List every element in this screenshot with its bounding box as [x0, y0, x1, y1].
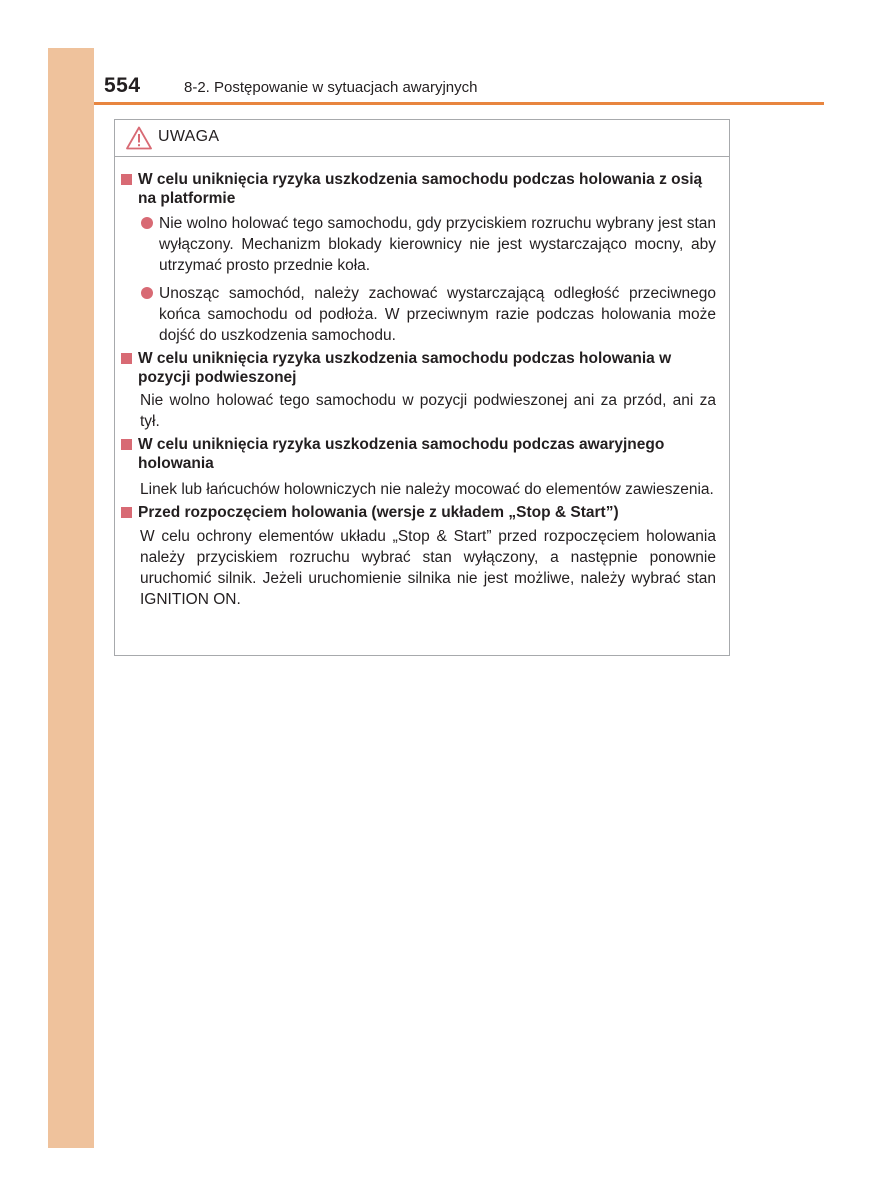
chapter-side-tab [48, 48, 94, 1148]
warning-triangle-icon [126, 126, 152, 150]
dot-bullet-icon [141, 287, 153, 299]
dot-bullet-icon [141, 217, 153, 229]
section-heading: Przed rozpoczęciem holowania (wersje z układem „Stop & Start”) [138, 503, 716, 522]
square-bullet-icon [121, 174, 132, 185]
square-bullet-icon [121, 353, 132, 364]
square-bullet-icon [121, 439, 132, 450]
warning-content [115, 156, 729, 610]
section-title: 8-2. Postępowanie w sytuacjach awaryjnych [184, 79, 478, 96]
list-item: Nie wolno holować tego samochodu, gdy przyciskiem rozruchu wybrany jest stan wyłączony. Mechanizm blokady kierownicy nie jest wystarczająco mocny, aby utrzymać prosto przednie koła. [159, 213, 716, 276]
section-heading: W celu uniknięcia ryzyka uszkodzenia samochodu podczas holowania w pozycji podwieszonej [138, 349, 716, 387]
section-heading: W celu uniknięcia ryzyka uszkodzenia samochodu podczas holowania z osią na platformie [138, 170, 716, 208]
warning-label: UWAGA [158, 128, 220, 145]
warning-header [115, 120, 729, 157]
warning-box [114, 119, 730, 656]
square-bullet-icon [121, 507, 132, 518]
section-text: Linek lub łańcuchów holowniczych nie należy mocować do elementów zawieszenia. [140, 481, 714, 498]
list-item: Unosząc samochód, należy zachować wystarczającą odległość przeciwnego końca samochodu od podłoża. W przeciwnym razie podczas holowania może dojść do uszkodzenia samochodu. [159, 283, 716, 346]
page-number: 554 [104, 74, 141, 97]
section-text: Nie wolno holować tego samochodu w pozycji podwieszonej ani za przód, ani za tył. [140, 392, 716, 430]
section-heading: W celu uniknięcia ryzyka uszkodzenia samochodu podczas awaryjnego holowania [138, 435, 716, 473]
section-text: W celu ochrony elementów układu „Stop & Start” przed rozpoczęciem holowania należy przyciskiem rozruchu wybrać stan wyłączony, a następnie ponownie uruchomić silnik. Jeżeli uruchomienie silnika nie jest możliwe, należy wybrać stan IGNITION ON. [140, 528, 716, 608]
header-divider [94, 102, 824, 105]
